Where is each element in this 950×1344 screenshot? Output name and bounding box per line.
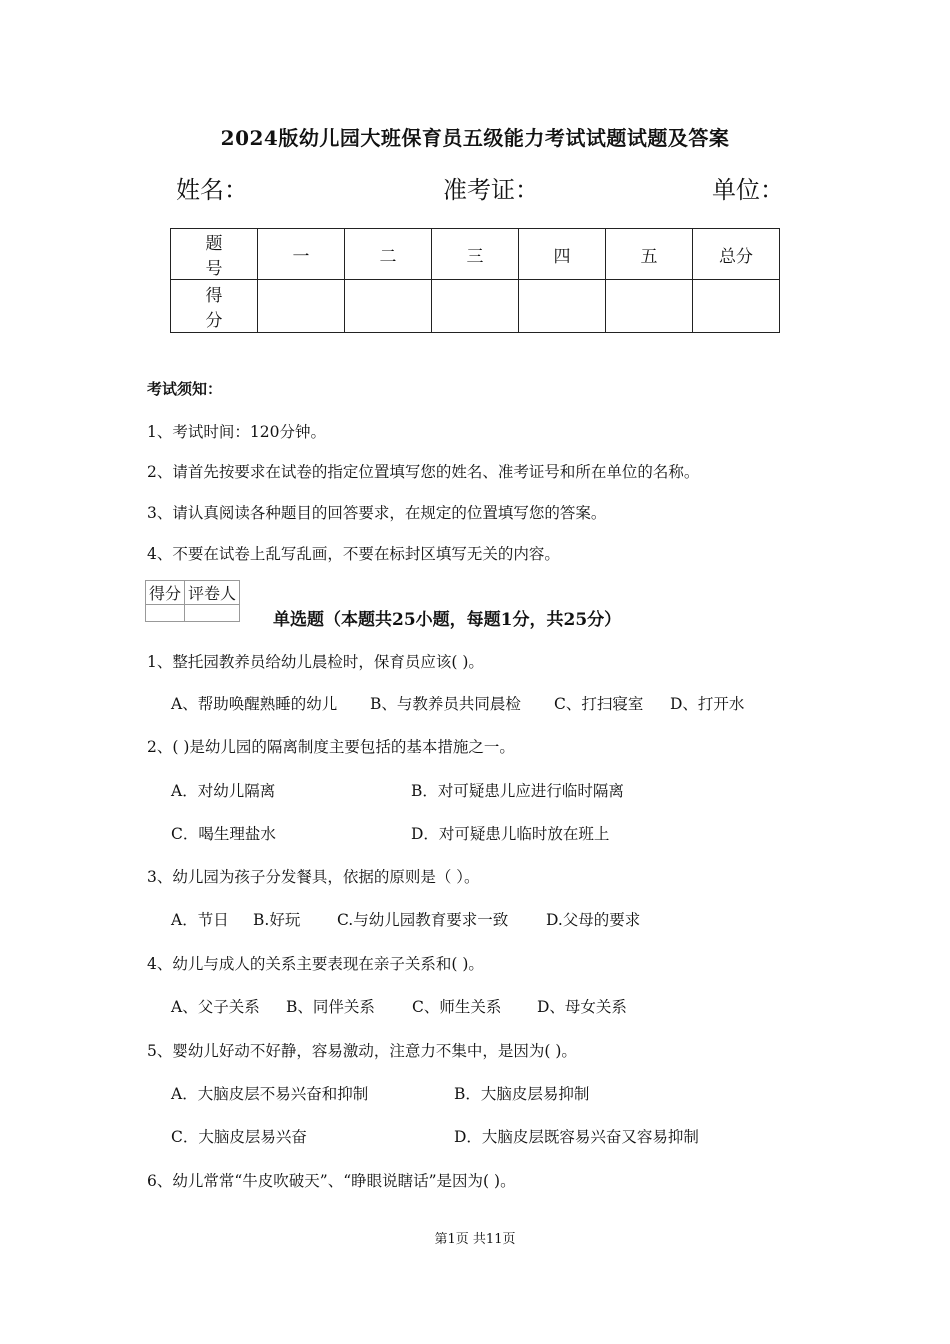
column-header: 四 <box>519 229 606 280</box>
question-option: C．大脑皮层易兴奋 <box>171 1128 307 1146</box>
question-number-label: 题号 <box>171 229 258 280</box>
exam-id-field-label: 准考证： <box>443 176 539 204</box>
question-option: B．对可疑患儿应进行临时隔离 <box>411 782 624 800</box>
notice-item: 1、考试时间：120分钟。 <box>147 423 326 441</box>
unit-field-label: 单位： <box>712 176 784 204</box>
score-table-header-row <box>171 229 780 280</box>
name-field-label: 姓名： <box>176 176 248 204</box>
grader-score-label: 得分 <box>146 581 185 605</box>
score-cell[interactable] <box>693 280 780 333</box>
grader-name-cell[interactable] <box>185 605 240 622</box>
section-title: 单选题（本题共25小题，每题1分，共25分） <box>273 610 622 630</box>
score-cell[interactable] <box>519 280 606 333</box>
question-stem: 4、幼儿与成人的关系主要表现在亲子关系和( )。 <box>147 955 484 973</box>
column-header: 总分 <box>693 229 780 280</box>
page-title: 2024版幼儿园大班保育员五级能力考试试题试题及答案 <box>220 126 730 150</box>
column-header: 三 <box>432 229 519 280</box>
question-option: A．大脑皮层不易兴奋和抑制 <box>171 1085 369 1103</box>
question-stem: 1、整托园教养员给幼儿晨检时，保育员应该( )。 <box>147 653 484 671</box>
grader-box <box>145 580 240 622</box>
question-option: A、帮助唤醒熟睡的幼儿 <box>171 695 338 713</box>
question-stem: 3、幼儿园为孩子分发餐具，依据的原则是（ ）。 <box>147 868 480 886</box>
question-option: B、与教养员共同晨检 <box>370 695 521 713</box>
notice-item: 3、请认真阅读各种题目的回答要求，在规定的位置填写您的答案。 <box>147 504 607 522</box>
question-option: D．对可疑患儿临时放在班上 <box>411 825 610 843</box>
question-option: A、父子关系 <box>171 998 260 1016</box>
score-cell[interactable] <box>345 280 432 333</box>
score-cell[interactable] <box>432 280 519 333</box>
question-stem: 5、婴幼儿好动不好静，容易激动，注意力不集中，是因为( )。 <box>147 1042 577 1060</box>
notice-item: 2、请首先按要求在试卷的指定位置填写您的姓名、准考证号和所在单位的名称。 <box>147 463 700 481</box>
notice-item: 4、不要在试卷上乱写乱画，不要在标封区填写无关的内容。 <box>147 545 560 563</box>
notice-heading: 考试须知： <box>147 380 223 398</box>
question-option: A．节日 <box>171 911 229 929</box>
question-stem: 2、( )是幼儿园的隔离制度主要包括的基本措施之一。 <box>147 738 515 756</box>
question-option: D.父母的要求 <box>546 911 641 929</box>
score-table <box>170 228 780 333</box>
question-option: C．喝生理盐水 <box>171 825 276 843</box>
question-option: D、打开水 <box>670 695 745 713</box>
question-option: C、师生关系 <box>412 998 502 1016</box>
grader-score-cell[interactable] <box>146 605 185 622</box>
question-option: B.好玩 <box>253 911 301 929</box>
question-option: C、打扫寝室 <box>554 695 644 713</box>
score-table-score-row <box>171 280 780 333</box>
score-cell[interactable] <box>258 280 345 333</box>
score-label: 得分 <box>171 280 258 333</box>
question-stem: 6、幼儿常常“牛皮吹破天”、“睁眼说瞎话”是因为( )。 <box>147 1172 516 1190</box>
score-cell[interactable] <box>606 280 693 333</box>
question-option: D、母女关系 <box>537 998 627 1016</box>
column-header: 一 <box>258 229 345 280</box>
column-header: 五 <box>606 229 693 280</box>
question-option: B．大脑皮层易抑制 <box>454 1085 590 1103</box>
grader-name-label: 评卷人 <box>185 581 240 605</box>
question-option: D．大脑皮层既容易兴奋又容易抑制 <box>454 1128 699 1146</box>
page-footer: 第1页 共11页 <box>434 1232 516 1247</box>
question-option: C.与幼儿园教育要求一致 <box>337 911 509 929</box>
question-option: A．对幼儿隔离 <box>171 782 276 800</box>
column-header: 二 <box>345 229 432 280</box>
question-option: B、同伴关系 <box>286 998 375 1016</box>
